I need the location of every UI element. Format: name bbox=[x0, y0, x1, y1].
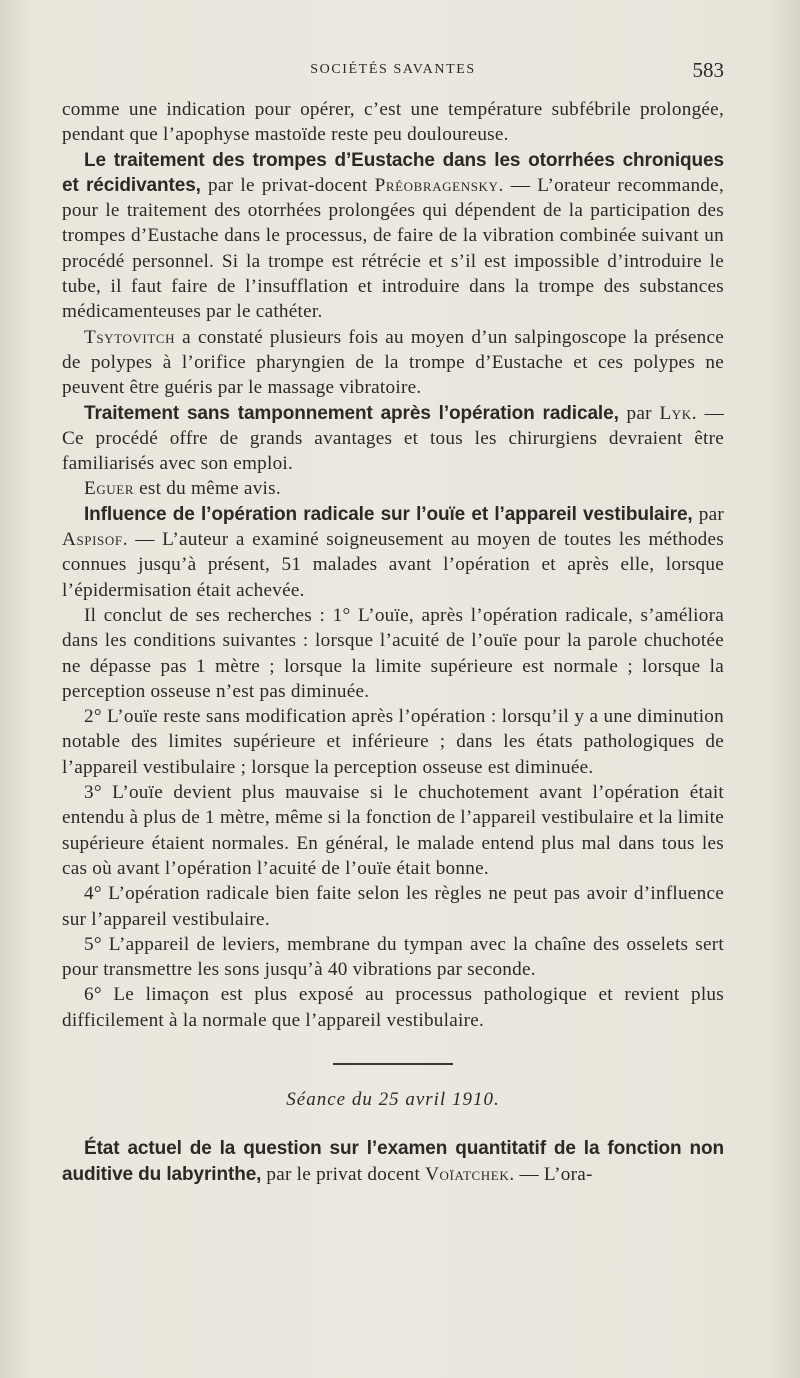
author-name: Lyk bbox=[659, 402, 692, 424]
seance-heading: Séance du 25 avril 1910. bbox=[286, 1088, 500, 1110]
paragraph-influence bbox=[62, 502, 724, 603]
paragraph-eguer bbox=[62, 476, 724, 501]
paragraph-labyrinthe bbox=[62, 1136, 724, 1187]
section-divider bbox=[333, 1063, 453, 1065]
paragraph-tsytovitch bbox=[62, 325, 724, 401]
byline: par bbox=[692, 503, 724, 525]
running-head: SOCIÉTÉS SAVANTES bbox=[310, 62, 476, 77]
section-title-eustache: Le traitement des trompes d’Eustache dans les otorrhées chroniques et récidivantes, bbox=[62, 149, 724, 196]
paragraph-conclusion-1: Il conclut de ses recherches : 1° L’ouïe, après l’opération radicale, s’améliora dans les conditions suivantes : lorsque l’acuité de l’ouïe pour la parole chuchotée ne dépasse pas 1 mètre ; lorsque la limite supérieure est normale ; lorsque la perception osseuse n’est pas diminuée. bbox=[62, 604, 724, 702]
section-title-influence: Influence de l’opération radicale sur l’ouïe et l’appareil vestibulaire, bbox=[84, 503, 693, 525]
paragraph-tamponnement bbox=[62, 401, 724, 477]
byline: par le privat-docent bbox=[200, 174, 375, 196]
section-title-tamponnement: Traitement sans tamponnement après l’opération radicale, bbox=[84, 402, 619, 424]
paragraph-text: . — Ce procédé offre de grands avantages et tous les chirurgiens devraient être familiarisés avec son emploi. bbox=[62, 402, 725, 475]
author-name: Préobragensky bbox=[374, 174, 499, 196]
byline: par bbox=[618, 402, 660, 424]
paragraph-conclusion-6: 6° Le limaçon est plus exposé au processus pathologique et revient plus difficilement à la normale que l’appareil vestibulaire. bbox=[62, 984, 724, 1031]
author-name: Voïatchek bbox=[425, 1163, 510, 1185]
paragraph-text: est du même avis. bbox=[134, 478, 281, 500]
paragraph-text: a constaté plusieurs fois au moyen d’un salpingoscope la présence de polypes à l’orifice pharyngien de la trompe d’Eustache et ces polypes ne peuvent être guéris par le massage vibratoire. bbox=[62, 326, 724, 399]
byline: par le privat docent bbox=[261, 1163, 426, 1185]
page-number: 583 bbox=[692, 58, 724, 82]
author-name: Eguer bbox=[84, 478, 135, 500]
paragraph-conclusion-5: 5° L’appareil de leviers, membrane du tympan avec la chaîne des osselets sert pour transmettre les sons jusqu’à 40 vibrations par seconde. bbox=[62, 933, 724, 981]
paragraph-conclusion-2: 2° L’ouïe reste sans modification après l’opération : lorsqu’il y a une diminution notable des limites supérieure et inférieure ; dans les états pathologiques de l’appareil vestibulaire ; lorsque la perception osseuse est diminuée. bbox=[62, 706, 724, 778]
author-name: Tsytovitch bbox=[84, 326, 176, 348]
paragraph-continuation: comme une indication pour opérer, c’est une température subfébrile prolongée, pendant que l’apophyse mastoïde reste peu douloureuse. bbox=[62, 99, 724, 146]
body-text bbox=[62, 97, 724, 1187]
paragraph-conclusion-4: 4° L’opération radicale bien faite selon les règles ne peut pas avoir d’influence sur l’appareil vestibulaire. bbox=[62, 883, 724, 930]
page-header bbox=[62, 58, 724, 88]
paragraph-text: . — L’orateur recommande, pour le traitement des otorrhées prolongées qui dépendent de la participation des trompes d’Eustache dans le processus, de faire de la vibration combinée suivant un procédé personnel. Si la trompe est rétrécie et s’il est impossible d’introduire le tube, il faut faire de l’insufflation et introduire dans la trompe des substances médicamenteuses par le cathéter. bbox=[62, 174, 724, 323]
section-title-labyrinthe: État actuel de la question sur l’examen quantitatif de la fonction non auditive du labyrinthe, bbox=[62, 1138, 724, 1185]
paragraph-text: . — L’auteur a examiné soigneusement au moyen de toutes les méthodes connues jusqu’à présent, 51 malades avant l’opération et après elle, lorsque l’épidermisation était achevée. bbox=[62, 529, 724, 601]
paragraph-text: . — L’ora- bbox=[509, 1163, 593, 1185]
paragraph-conclusion-3: 3° L’ouïe devient plus mauvaise si le chuchotement avant l’opération était entendu à plus de 1 mètre, même si la fonction de l’appareil vestibulaire et la limite supérieure étaient normales. En général, le malade entend plus mal dans tous les cas où avant l’opération l’acuité de l’ouïe était bonne. bbox=[62, 782, 724, 879]
author-name: Aspisof bbox=[62, 529, 123, 551]
paragraph-eustache bbox=[62, 148, 724, 325]
